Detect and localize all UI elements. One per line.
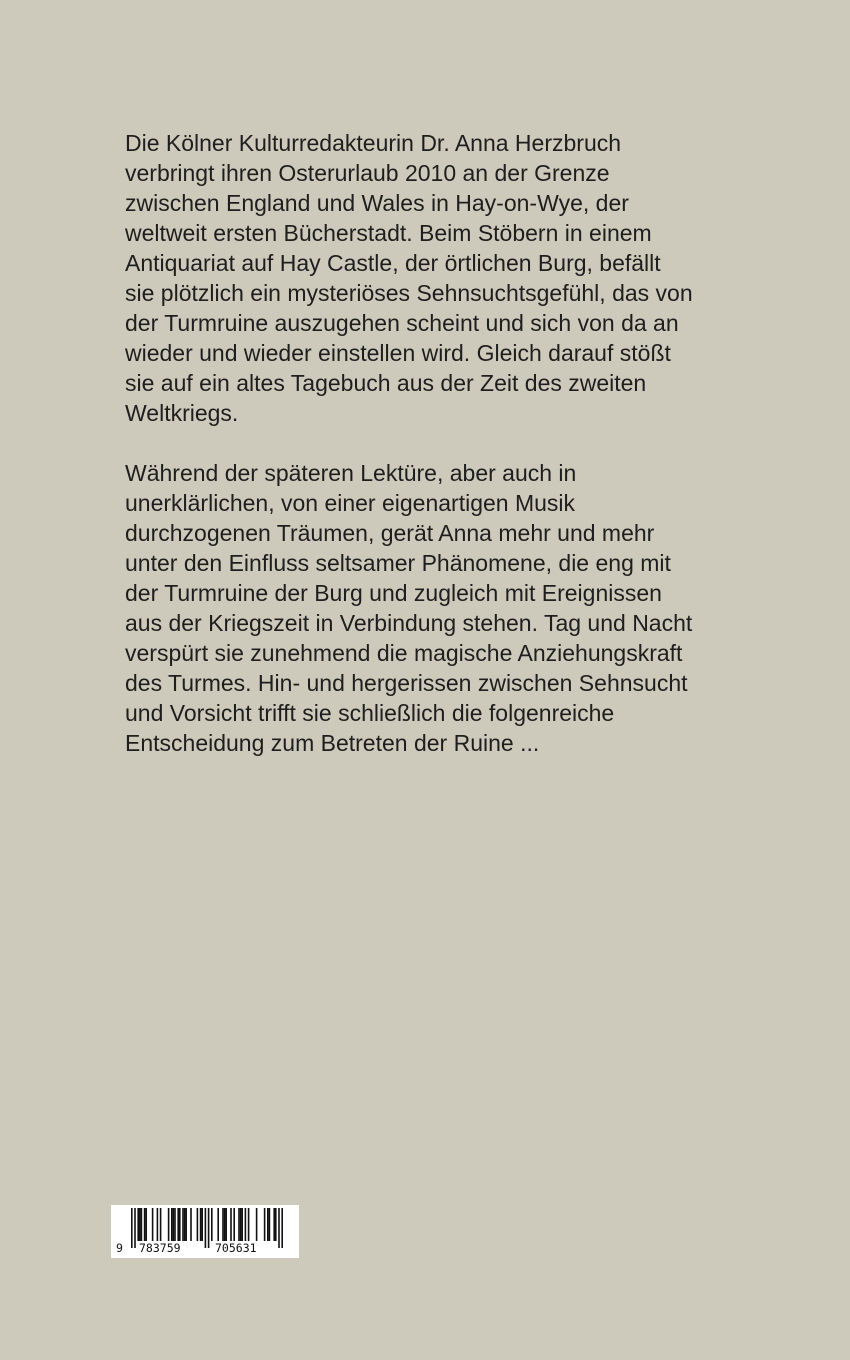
- barcode-bar: [144, 1208, 146, 1241]
- barcode-bar: [141, 1208, 143, 1241]
- text-line: der Turmruine auszugehen scheint und sich von da an: [125, 310, 679, 336]
- barcode-bar: [197, 1208, 199, 1241]
- barcode-right-group: 705631: [215, 1241, 257, 1255]
- barcode-lead-digit: 9: [116, 1241, 123, 1255]
- barcode-bar: [217, 1208, 219, 1241]
- barcode-bar: [157, 1208, 159, 1241]
- text-line: unerklärlichen, von einer eigenartigen Musik: [125, 490, 576, 516]
- isbn-barcode: [111, 1205, 299, 1258]
- barcode-bar: [256, 1208, 258, 1241]
- blurb-paragraph-2: [125, 458, 725, 758]
- text-line: Weltkriegs.: [125, 400, 239, 426]
- text-line: Während der späteren Lektüre, aber auch in: [125, 460, 577, 486]
- barcode-bar: [182, 1208, 184, 1241]
- blurb-text: [125, 128, 725, 788]
- text-line: sie plötzlich ein mysteriöses Sehnsuchtsgefühl, das von: [125, 280, 693, 306]
- barcode-bar: [152, 1208, 154, 1241]
- barcode-bar: [190, 1208, 192, 1241]
- text-line: aus der Kriegszeit in Verbindung stehen. Tag und Nacht: [125, 610, 693, 636]
- barcode-bar: [273, 1208, 275, 1241]
- barcode-bar: [201, 1208, 203, 1241]
- barcode-bar: [248, 1208, 250, 1241]
- text-line: der Turmruine der Burg und zugleich mit Ereignissen: [125, 580, 662, 606]
- barcode-bar: [184, 1208, 186, 1241]
- barcode-bar: [275, 1208, 277, 1241]
- text-line: verbringt ihren Osterurlaub 2010 an der Grenze: [125, 160, 610, 186]
- text-line: zwischen England und Wales in Hay-on-Wye, der: [125, 190, 629, 216]
- barcode-bar: [160, 1208, 162, 1241]
- barcode-bar: [240, 1208, 242, 1241]
- barcode-bar: [222, 1208, 224, 1241]
- barcode-bar: [269, 1208, 271, 1241]
- text-line: weltweit ersten Bücherstadt. Beim Stöbern in einem: [125, 220, 652, 246]
- barcode-bar: [185, 1208, 187, 1241]
- blurb-paragraph-1: [125, 128, 725, 428]
- text-line: durchzogenen Träumen, gerät Anna mehr und mehr: [125, 520, 655, 546]
- barcode-left-group: 783759: [139, 1241, 181, 1255]
- barcode-bar: [238, 1208, 240, 1241]
- barcode-bar: [168, 1208, 170, 1241]
- barcode-bar: [211, 1208, 213, 1241]
- text-line: Die Kölner Kulturredakteurin Dr. Anna Herzbruch: [125, 130, 622, 156]
- text-line: Entscheidung zum Betreten der Ruine ...: [125, 730, 540, 756]
- barcode-bar: [200, 1208, 202, 1241]
- barcode-bar: [224, 1208, 226, 1241]
- barcode-bar: [137, 1208, 139, 1241]
- barcode-bar: [225, 1208, 227, 1241]
- barcode-bar: [233, 1208, 235, 1241]
- text-line: und Vorsicht trifft sie schließlich die folgenreiche: [125, 700, 615, 726]
- text-line: Antiquariat auf Hay Castle, der örtlichen Burg, befällt: [125, 250, 661, 276]
- text-line: sie auf ein altes Tagebuch aus der Zeit des zweiten: [125, 370, 647, 396]
- text-line: unter den Einfluss seltsamer Phänomene, die eng mit: [125, 550, 671, 576]
- barcode-bar: [267, 1208, 269, 1241]
- text-line: des Turmes. Hin- und hergerissen zwischen Sehnsucht: [125, 670, 688, 696]
- barcode-bar: [139, 1208, 141, 1241]
- barcode-digits: [111, 1240, 299, 1256]
- barcode-bar: [264, 1208, 266, 1241]
- barcode-bar: [145, 1208, 147, 1241]
- barcode-bar: [174, 1208, 176, 1241]
- text-line: verspürt sie zunehmend die magische Anziehungskraft: [125, 640, 683, 666]
- barcode-bar: [171, 1208, 173, 1241]
- barcode-bar: [177, 1208, 179, 1241]
- barcode-bar: [173, 1208, 175, 1241]
- barcode-bar: [241, 1208, 243, 1241]
- barcode-bar: [245, 1208, 247, 1241]
- barcode-bar: [230, 1208, 232, 1241]
- text-line: wieder und wieder einstellen wird. Gleich darauf stößt: [125, 340, 671, 366]
- barcode-bar: [179, 1208, 181, 1241]
